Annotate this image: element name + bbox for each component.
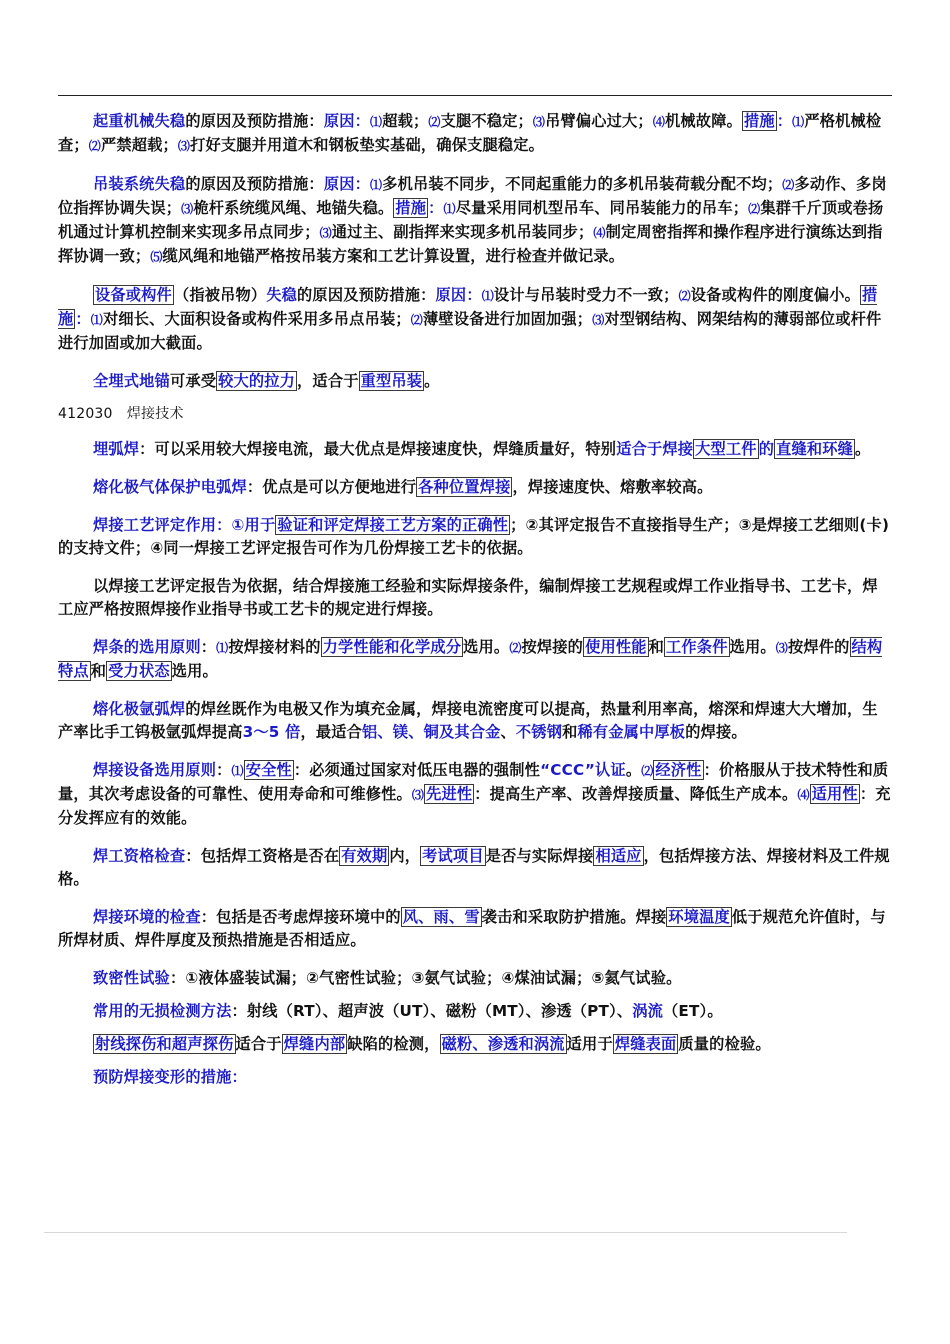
highlight-box: 设备或构件 <box>95 286 172 304</box>
term-title: 熔化极氩弧焊 <box>93 700 186 718</box>
paragraph-welder-qualification: 焊工资格检查：包括焊工资格是否在 有效期 内， 考试项目 是否与实际焊接 相适应 ，包括焊接方法、焊接材料及工件规格。 <box>58 847 890 888</box>
highlight-box: 经济性 <box>655 761 702 779</box>
paragraph-mig-welding: 熔化极氩弧焊的焊丝既作为电极又作为填充金属，焊接电流密度可以提高，热量利用率高，熔深和焊速大大增加，生产率比手工钨极氩弧焊提高3～5 倍，最适合铝、镁、铜及其合金、不锈钢和稀有金属中厚板的焊接。 <box>58 700 878 741</box>
highlight-box: 各种位置焊接 <box>418 478 511 496</box>
paragraph-tightness-test: 致密性试验：①液体盛装试漏；②气密性试验；③氨气试验；④煤油试漏；⑤氦气试验。 <box>93 969 682 987</box>
footer-rule <box>44 1232 847 1233</box>
highlight-box: 环境温度 <box>668 908 730 926</box>
paragraph-deformation-prevention <box>58 1066 892 1089</box>
highlight-box: 使用性能 <box>585 638 647 656</box>
paragraph-submerged-arc: 埋弧焊：可以采用较大焊接电流，最大优点是焊接速度快，焊缝质量好，特别适合于焊接 大型工件 的 直缝和环缝 。 <box>93 440 871 458</box>
paragraph-crane-instability: 起重机械失稳的原因及预防措施：原因：⑴超载；⑵支腿不稳定；⑶吊臂偏心过大；⑷机械故障。 措施 ：⑴严格机械检查；⑵严禁超载；⑶打好支腿并用道木和钢板垫实基础，确保支腿稳定。 <box>58 112 882 154</box>
paragraph-procedure-basis: 以焊接工艺评定报告为依据，结合焊接施工经验和实际焊接条件，编制焊接工艺规程或焊工作业指导书、工艺卡，焊工应严格按照焊接作业指导书或工艺卡的规定进行焊接。 <box>58 577 878 618</box>
paragraph-environment-check: 焊接环境的检查：包括是否考虑焊接环境中的 风、雨、雪 袭击和采取防护措施。焊接 环境温度 低于规范允许值时，与所焊材质、焊件厚度及预热措施是否相适应。 <box>58 908 886 949</box>
highlight-box: 先进性 <box>426 785 473 803</box>
term-title: 常用的无损检测方法 <box>93 1002 232 1020</box>
term-title: 全埋式地锚 <box>93 372 170 390</box>
paragraph-equipment-instability: 设备或构件 （指被吊物）失稳的原因及预防措施：原因：⑴设计与吊装时受力不一致；⑵设备或构件的刚度偏小。 措施 ：⑴对细长、大面积设备或构件采用多吊点吊装；⑵薄壁设备进行加固加强；⑶对型钢结构、网架结构的薄弱部位或杆件进行加固或加大截面。 <box>58 286 882 352</box>
highlight-box: 措施 <box>743 112 775 130</box>
highlight-box: 有效期 <box>341 847 388 865</box>
highlight-box: 结构特点 <box>58 638 883 680</box>
term-title: 吊装系统失稳 <box>93 175 186 193</box>
highlight-box: 安全性 <box>245 761 292 779</box>
highlight-box: 适用性 <box>811 785 858 803</box>
highlight-box: 力学性能和化学成分 <box>322 638 462 656</box>
term-title: 焊条的选用原则 <box>93 638 201 656</box>
highlight-box: 射线探伤和超声探伤 <box>95 1035 234 1053</box>
highlight-box: 验证和评定焊接工艺方案的正确性 <box>277 516 509 534</box>
highlight-box: 焊缝内部 <box>283 1035 346 1053</box>
highlight-box: 直缝和环缝 <box>776 440 854 458</box>
highlight-box: 焊缝表面 <box>614 1035 677 1053</box>
highlight-box: 相适应 <box>595 847 642 865</box>
term-title: 熔化极气体保护电弧焊 <box>93 478 247 496</box>
header-rule <box>58 95 892 96</box>
highlight-box: 风、雨、雪 <box>402 908 480 926</box>
term-title: 焊工资格检查 <box>93 847 186 865</box>
section-heading: 412030 焊接技术 <box>58 406 184 422</box>
paragraph-ndt-application: 射线探伤和超声探伤 适合于 焊缝内部 缺陷的检测， 磁粉、渗透和涡流 适用于 焊缝表面 质量的检验。 <box>95 1035 771 1053</box>
highlight-box: 受力状态 <box>108 662 170 680</box>
term-title: 焊接设备选用原则 <box>93 761 217 779</box>
paragraph-procedure-qualification: 焊接工艺评定作用：①用于 验证和评定焊接工艺方案的正确性 ；②其评定报告不直接指导生产；③是焊接工艺细则(卡)的支持文件；④同一焊接工艺评定报告可作为几份焊接工艺卡的依据。 <box>58 516 890 557</box>
highlight-box: 措施 <box>395 199 427 217</box>
paragraph-hoisting-system-instability: 吊装系统失稳的原因及预防措施：原因：⑴多机吊装不同步，不同起重能力的多机吊装荷载分配不均；⑵多动作、多岗位指挥协调失误；⑶桅杆系统缆风绳、地锚失稳。 措施 ：⑴尽量采用同机型吊车、同吊装能力的吊车；⑵集群千斤顶或卷扬机通过计算机控制来实现多吊点同步；⑶通过主、副指挥来实现多机吊装同步；⑷制定周密指挥和操作程序进行演练达到指挥协调一致；⑸缆风绳和地锚严格按吊装方案和工艺计算设置，进行检查并做记录。 <box>58 175 887 265</box>
paragraph-ground-anchor: 全埋式地锚可承受 较大的拉力 ，适合于 重型吊装 。 <box>93 372 440 390</box>
highlight-box: 磁粉、渗透和涡流 <box>441 1035 565 1053</box>
paragraph-gas-shielded-arc: 熔化极气体保护电弧焊：优点是可以方便地进行 各种位置焊接 ，焊接速度快、熔敷率较高。 <box>93 478 713 496</box>
term-title: 埋弧焊 <box>93 440 140 458</box>
highlight-box: 措施 <box>58 286 878 328</box>
term-title: 致密性试验 <box>93 969 170 987</box>
document-body <box>58 110 892 1104</box>
paragraph-electrode-selection: 焊条的选用原则：⑴按焊接材料的 力学性能和化学成分 选用。⑵按焊接的 使用性能 和 工作条件 选用。⑶按焊件的 结构特点 和 受力状态 选用。 <box>58 638 883 680</box>
paragraph-equipment-selection: 焊接设备选用原则：⑴ 安全性 ：必须通过国家对低压电器的强制性“CCC”认证。⑵ 经济性 ：价格服从于技术特性和质量，其次考虑设备的可靠性、使用寿命和可维修性。⑶ 先进性 ：提高生产率、改善焊接质量、降低生产成本。⑷ 适用性 ：充分发挥应有的效能。 <box>58 761 891 827</box>
highlight-box: 考试项目 <box>422 847 484 865</box>
term-title: 起重机械失稳 <box>93 112 186 130</box>
paragraph-ndt-methods: 常用的无损检测方法：射线（RT）、超声波（UT）、磁粉（MT）、渗透（PT）、涡流（ET）。 <box>93 1002 723 1020</box>
term-title: 焊接工艺评定作用 <box>93 516 217 534</box>
term-title: 预防焊接变形的措施： <box>93 1068 247 1086</box>
highlight-box: 重型吊装 <box>360 372 423 390</box>
highlight-box: 较大的拉力 <box>218 372 296 390</box>
highlight-box: 大型工件 <box>695 440 757 458</box>
term-title: 焊接环境的检查 <box>93 908 201 926</box>
highlight-box: 工作条件 <box>666 638 728 656</box>
